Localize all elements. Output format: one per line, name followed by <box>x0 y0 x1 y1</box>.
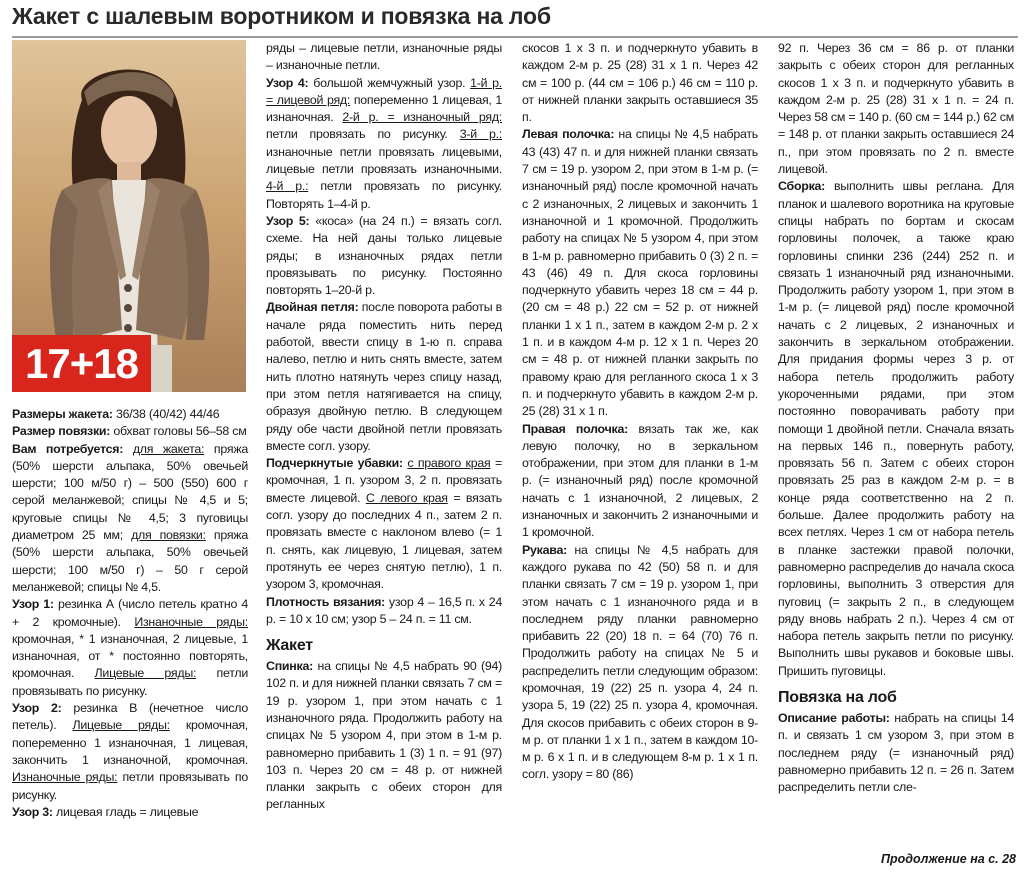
headband-heading: Повязка на лоб <box>778 688 897 706</box>
band-size-label: Размер повязки: <box>12 424 111 439</box>
band-size-text: обхват головы 56–58 см <box>110 424 247 439</box>
sizes-label: Размеры жакета: <box>12 407 113 421</box>
pattern2-label: Узор 2: <box>12 701 62 716</box>
pattern4-row2: 2-й р. = изнаночный ряд: <box>342 110 502 125</box>
gauge-label: Плотность вязания: <box>266 594 386 609</box>
decreases-left-text: = вязать согл. узору до последних 4 п., затем 2 п. провязать вместе с наклоном влево (= 1 п. снять, как лицевую, 1 лицевая, затем протянуть ее через снятую петлю), 1 п. узором 3, кромочная. <box>266 490 502 592</box>
assembly-label: Сборка: <box>778 179 826 194</box>
page-title: Жакет с шалевым воротником и повязка на лоб <box>12 3 551 29</box>
pattern4-text: большой жемчужный узор. <box>308 75 471 90</box>
double-stitch-label: Двойная петля: <box>266 300 359 315</box>
assembly-text: выполнить швы реглана. Для планок и шалевого воротника на круговые спицы набрать по бортам и скосам горловины полочек, а также краю горловины спинки 236 (244) 252 п. и связать 1 изнаночный ряд изнаночными. Продолжить работу узором 1, при этом в 1-м р. (= лицевой ряд) после кромочной начать с 2 лицевых, 2 изнаночных и закончить в зеркальном отображении. Для придания формы через 3 р. от набора петель продолжить работу укороченными рядами, при этом постоянно поворачивать работу при помощи 1 двойной петли. Сначала вязать на первых 146 п., повернуть работу, провязать 56 п. Затем с обеих сторон провязать 25 раз в каждом 2-м р. = в конце ряда соответственно на 2 п. больше. Далее продолжить работу на всех петлях. Через 1 см от набора петель в планке застежки правой полочки, равномерно распределив до начала скоса горловины, выполнить 3 отверстия для пуговиц (= закрыть 2 п., в следующем ряду вновь набрать 2 п.). Через 4 см от набора петель закрыть петли по рисунку. Выполнить швы рукавов и боковые швы. Пришить пуговицы. <box>778 179 1014 678</box>
pattern2-text: резинка В (нечетное число петель). <box>12 701 248 733</box>
pattern1-wrong-rows-text: кромочная, * 1 изнаночная, 2 лицевые, 1 изнаночная, от * постоянно повторять, кромочная. <box>12 631 248 681</box>
continued-note: Продолжение на с. 28 <box>881 852 1016 866</box>
pattern3-continued: ряды – лицевые петли, изнаночные ряды – изнаночные петли. <box>266 41 502 73</box>
pattern3-text: лицевая гладь = лицевые <box>52 804 199 819</box>
pattern1-wrong-rows: Изнаночные ряды: <box>134 614 248 629</box>
column-1 <box>12 406 248 876</box>
pattern3-label: Узор 3: <box>12 804 53 819</box>
materials-jacket-text: пряжа (50% шерсти альпака, 50% овечьей шерсти; 100 м/50 г) – 500 (550) 600 г серой меланжевой; спицы № 4,5 и 5; круговые спицы № 4,5; 3 пуговицы диаметром 25 мм; <box>12 441 249 543</box>
left-front-text: на спицы № 4,5 набрать 43 (43) 47 п. и для нижней планки связать 7 см = 19 р. узором 2, при этом в 1-м р. (= изнаночный ряд) после кромочной начать с 2 изнаночных, 2 лицевых и закончить 1 изнаночной и 1 кромочной. Продолжить работу на спицах № 5 узором 4, при этом в 1-м р. равномерно прибавить 0 (3) 2 п. = 43 (46) 49 п. Для скоса горловины подчеркнуто убавить через 18 см = 44 р. (20 см = 48 р.) 22 см = 52 р. от нижней планки 1 х 1 п., затем в каждом 2-м р. 2 х 1 п. и в каждом 4-м р. 12 х 1 п. Через 20 см = 48 р. от нижней планки закрыть по правому краю для регланного скоса 1 х 3 п. и подчеркнуто убавить в каждом 2-м р. 25 (28) 31 х 1 п. <box>522 127 759 419</box>
left-front-label: Левая полочка: <box>522 127 615 142</box>
column-4 <box>778 40 1014 880</box>
pattern1-right-rows-text: петли провязывать по рисунку. <box>12 666 248 698</box>
jacket-heading: Жакет <box>266 637 313 655</box>
pattern5-text: «коса» (на 24 п.) = вязать согл. схеме. На ней даны только лицевые ряды; в изнаночных рядах петли провязывать по рисунку. Постоянно повторять 1–20-й р. <box>266 213 502 298</box>
work-description-label: Описание работы: <box>778 710 890 725</box>
pattern2-wrong-rows-text: петли провязывать по рисунку. <box>12 770 248 802</box>
pattern1-text: резинка А (число петель кратно 4 + 2 кромочные). <box>12 597 248 629</box>
back-label: Спинка: <box>266 659 314 674</box>
pattern2-right-rows: Лицевые ряды: <box>72 718 170 733</box>
materials-band-text: пряжа (50% шерсти альпака, 50% овечьей шерсти; 100 м/50 г) – 50 г серой меланжевой; спицы № 4,5. <box>12 528 248 594</box>
pattern1-label: Узор 1: <box>12 597 54 612</box>
pattern4-row1-text: попеременно 1 лицевая, 1 изнаночная. <box>266 92 502 125</box>
pattern4-row3: 3-й р.: <box>459 127 502 142</box>
materials-label: Вам потребуется: <box>12 441 124 456</box>
column-3 <box>522 40 758 880</box>
gauge-text: узор 4 – 16,5 п. х 24 р. = 10 х 10 см; узор 5 – 24 п. = 11 см. <box>266 594 502 626</box>
sleeves-continued: 92 п. Через 36 см = 86 р. от планки закрыть с обеих сторон для регланных скосов 1 х 3 п. и подчеркнуто убавить в каждом 2-м р. 25 (28) 31 х 1 п. = 24 п. Через 58 см = 140 р. (60 см = 144 р.) 62 см = 148 р. от планки закрыть оставшиеся 24 п., при этом провязать по 2 п. вместе лицевой. <box>778 41 1014 177</box>
pattern4-row3-text: изнаночные петли провязать лицевыми, лицевые петли провязать изнаночными. <box>266 144 502 177</box>
back-text: на спицы № 4,5 набрать 90 (94) 102 п. и для нижней планки связать 7 см = 19 р. узором 1, при этом начать с 1 изнаночного ряда. Продолжить работу на спицах № 5 узором 4, при этом в 1-м р. равномерно прибавить 1 (3) 1 п. = 91 (97) 103 п. Через 20 см = 48 р. от нижней планки закрыть с обеих сторон для регланных <box>266 659 502 812</box>
right-front-text: вязать так же, как левую полочку, но в зеркальном отображении, при этом для планки в 1-м р. (= изнаночный ряд) после кромочной начать с 1 изнаночной, 2 лицевых, 2 изнаночных и закончить 2 изнаночными и 1 кромочной. <box>522 421 758 540</box>
decreases-right-label: с правого края <box>407 456 491 471</box>
pattern4-row2-text: петли провязать по рисунку. <box>266 127 460 142</box>
materials-band-label: для повязки: <box>131 528 206 543</box>
materials-jacket-label: для жакета: <box>132 441 205 456</box>
pattern4-row4: 4-й р.: <box>266 179 309 194</box>
pattern4-row1: 1-й р. = лицевой ряд: <box>266 75 502 107</box>
double-stitch-text: после поворота работы в начале ряда поместить нить перед работой, ввести спицу в 1-ю п. справа налево, петлю и нить снять вместе, затем нить плотно натянуть через спицу назад, при этом петля натягивается на спицу, образуя двойную петлю. В следующем ряду обе части двойной петли провязать вместе согл. узору. <box>266 300 502 453</box>
pattern1-right-rows: Лицевые ряды: <box>94 666 197 681</box>
column-2 <box>266 40 502 880</box>
title-divider <box>12 36 1018 38</box>
decreases-left-label: С левого края <box>365 490 448 505</box>
work-description-text: набрать на спицы 14 п. и связать 1 см узором 3, при этом в последнем ряду (= изнаночный ряд) равномерно прибавить 12 п. = 26 п. Затем распределить петли сле- <box>778 710 1014 795</box>
decreases-label: Подчеркнутые убавки: <box>266 456 403 471</box>
pattern4-row4-text: петли провязать по рисунку. Повторять 1–4-й р. <box>266 179 502 211</box>
sizes-text: 36/38 (40/42) 44/46 <box>112 407 220 421</box>
back-continued: скосов 1 х 3 п. и подчеркнуто убавить в каждом 2-м р. 25 (28) 31 х 1 п. Через 42 см = 100 р. (44 см = 106 р.) 46 см = 110 р. от нижней планки закрыть оставшиеся 35 п. <box>522 41 758 125</box>
sleeves-text: на спицы № 4,5 набрать для каждого рукава по 42 (50) 58 п. и для планки связать 7 см = 19 р. узором 1, при этом начать с 1 изнаночного ряда и в последнем ряду планки равномерно прибавить 22 (20) 18 п. = 64 (70) 76 п. Продолжить работу на спицах № 5 и распределить петли следующим образом: кромочная, 19 (22) 25 п. узора 4, 24 п. узора 5, 19 (22) 25 п. узора 4, кромочная. Для скосов прибавить с обеих сторон в 9-м р. от планки 1 х 1 п., затем в каждом 10-м р. 6 х 1 п. и в следующем 8-м р. 1 х 1 п. согл. узору = 80 (86) <box>522 542 758 782</box>
sleeves-label: Рукава: <box>522 542 567 557</box>
model-photo <box>12 40 246 392</box>
pattern2-right-rows-text: кромочная, попеременно 1 изнаночная, 1 лицевая, закончить 1 изнаночной, кромочная. <box>12 718 249 767</box>
decreases-right-text: = кромочная, 1 п. узором 3, 2 п. провязать вместе лицевой. <box>266 456 502 505</box>
pattern2-wrong-rows: Изнаночные ряды: <box>12 770 118 785</box>
pattern5-label: Узор 5: <box>266 213 310 228</box>
page-badge: 17+18 <box>12 335 151 392</box>
right-front-label: Правая полочка: <box>522 421 628 436</box>
pattern4-label: Узор 4: <box>266 75 309 90</box>
